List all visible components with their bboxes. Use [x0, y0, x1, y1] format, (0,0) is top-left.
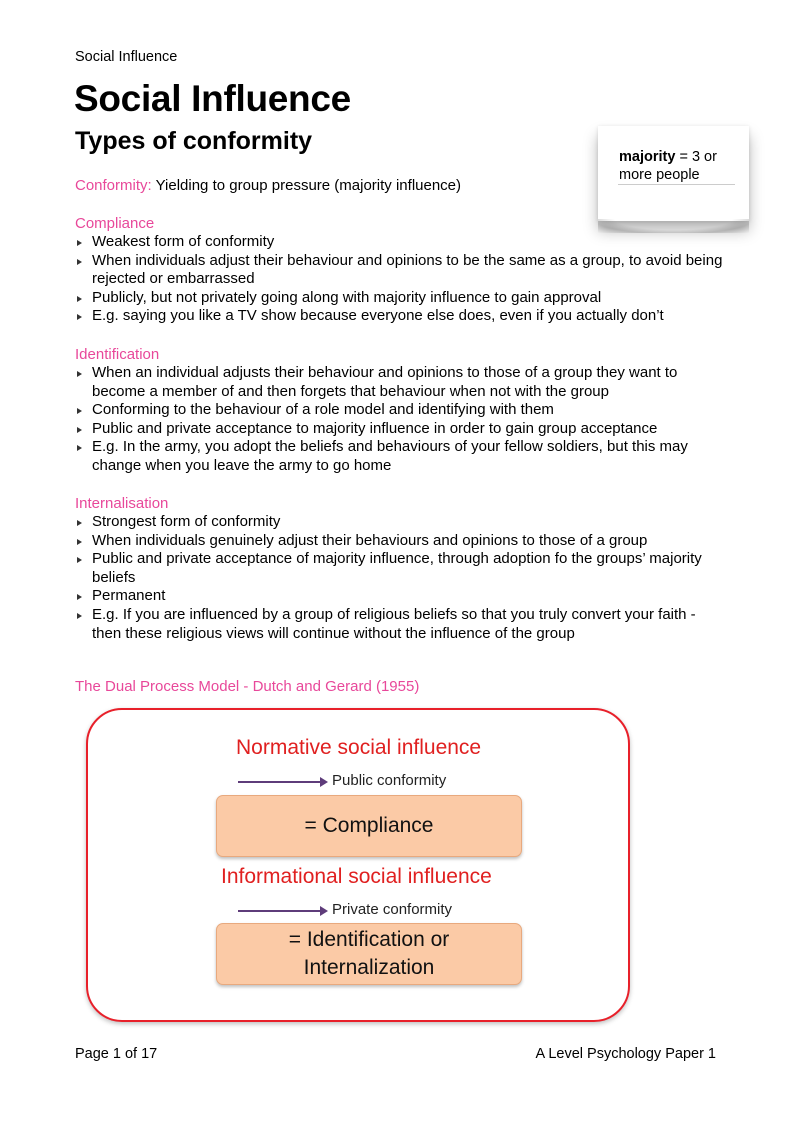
section-identification — [75, 346, 725, 476]
conformity-definition — [75, 177, 461, 194]
note-definition: = 3 or more people — [619, 149, 717, 183]
list-item: Public and private acceptance to majority influence in order to gain group acceptance — [75, 420, 725, 439]
list-item: Strongest form of conformity — [75, 513, 725, 532]
list-item: When individuals genuinely adjust their behaviours and opinions to those of a group — [75, 532, 725, 551]
page-number: Page 1 of 17 — [75, 1046, 158, 1062]
list-item: When individuals adjust their behaviour and opinions to be the same as a group, to avoid being rejected or embarrassed — [75, 252, 725, 289]
list-item: Permanent — [75, 587, 725, 606]
note-term: majority — [619, 149, 676, 165]
bullet-list — [75, 513, 725, 643]
arrow-icon — [238, 910, 322, 912]
compliance-box — [216, 795, 522, 857]
running-header: Social Influence — [75, 49, 178, 65]
section-compliance — [75, 215, 725, 326]
identification-text-line1: = Identification or — [288, 928, 450, 951]
bullet-list — [75, 233, 725, 326]
list-item: E.g. In the army, you adopt the beliefs and behaviours of your fellow soldiers, but this may change when you leave the army to go home — [75, 438, 725, 475]
model-heading: The Dual Process Model - Dutch and Gerard (1955) — [75, 678, 420, 695]
list-item: Public and private acceptance of majority influence, through adoption fo the groups’ majority beliefs — [75, 550, 725, 587]
section-internalisation — [75, 495, 725, 643]
arrow-icon — [238, 781, 322, 783]
section-heading: Identification — [75, 346, 160, 363]
list-item: E.g. If you are influenced by a group of religious beliefs so that you truly convert your faith - then these religious views will continue without the influence of the group — [75, 606, 725, 643]
note-divider — [618, 184, 735, 185]
identification-text-line2: Internalization — [303, 956, 435, 979]
list-item: Publicly, but not privately going along with majority influence to gain approval — [75, 289, 725, 308]
list-item: E.g. saying you like a TV show because everyone else does, even if you actually don’t — [75, 307, 725, 326]
identification-box — [216, 923, 522, 985]
compliance-text: = Compliance — [304, 814, 434, 837]
informational-heading: Informational social influence — [221, 865, 492, 888]
private-conformity-label: Private conformity — [332, 901, 453, 918]
bullet-list — [75, 364, 725, 476]
note-text — [619, 148, 734, 184]
page-subtitle: Types of conformity — [75, 127, 313, 155]
dual-process-diagram — [86, 708, 630, 1022]
section-heading: Internalisation — [75, 495, 169, 512]
footer-paper: A Level Psychology Paper 1 — [535, 1046, 716, 1062]
list-item: Conforming to the behaviour of a role model and identifying with them — [75, 401, 725, 420]
page-title: Social Influence — [74, 78, 351, 119]
normative-heading: Normative social influence — [236, 736, 482, 759]
section-heading: Compliance — [75, 215, 155, 232]
list-item: When an individual adjusts their behaviour and opinions to those of a group they want to become a member of and then forgets that behaviour when not with the group — [75, 364, 725, 401]
sticky-note — [598, 126, 749, 221]
definition-text: Yielding to group pressure (majority influence) — [151, 177, 462, 194]
public-conformity-label: Public conformity — [332, 772, 447, 789]
definition-label: Conformity: — [75, 177, 152, 194]
list-item: Weakest form of conformity — [75, 233, 725, 252]
